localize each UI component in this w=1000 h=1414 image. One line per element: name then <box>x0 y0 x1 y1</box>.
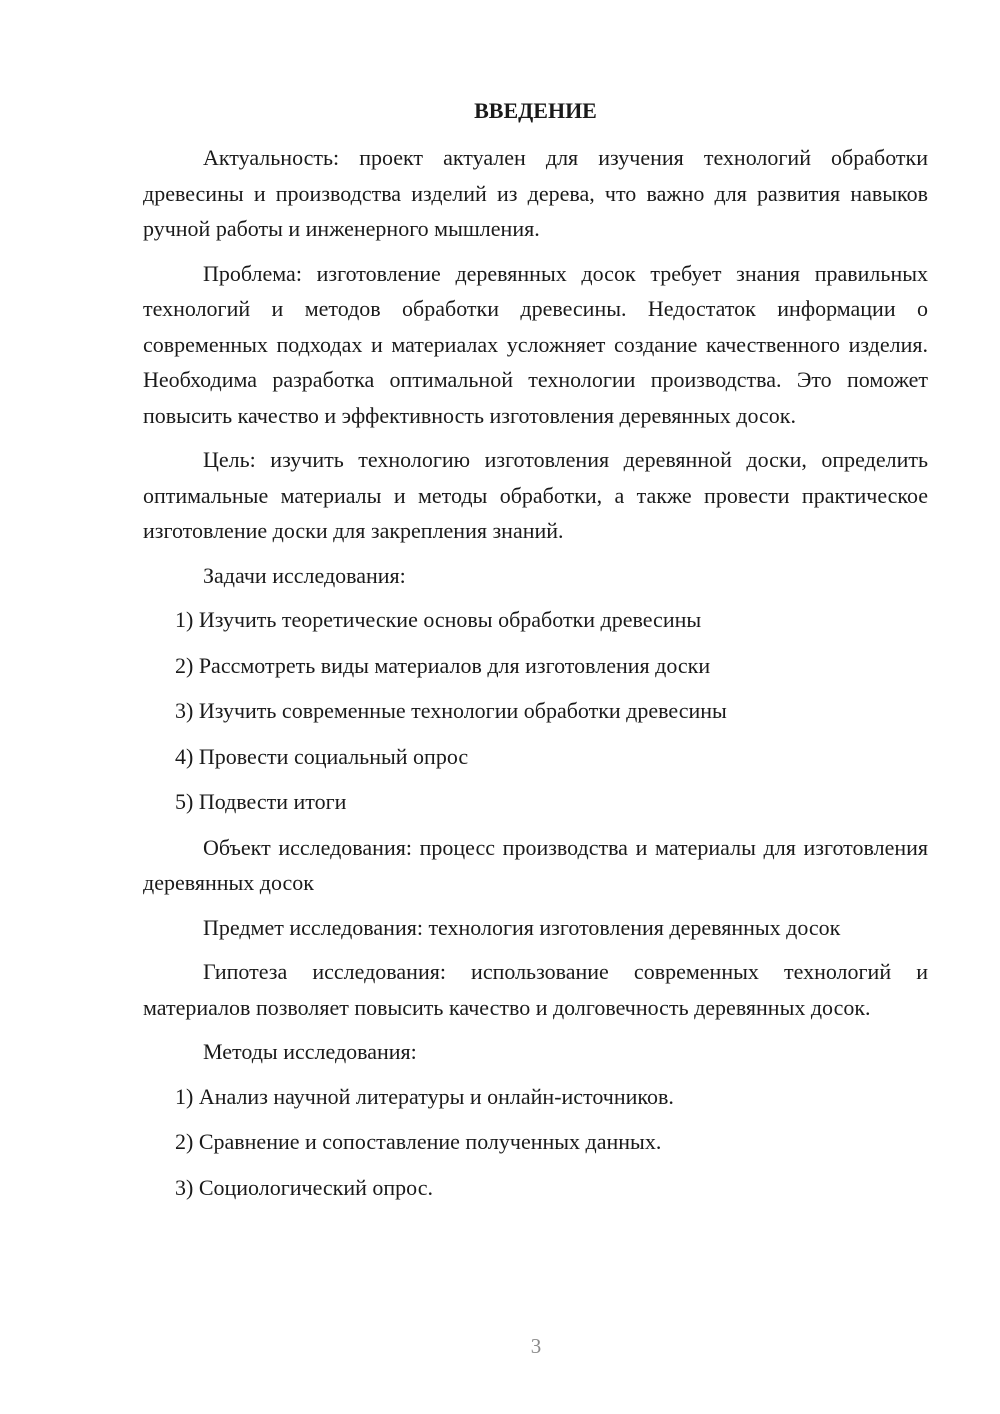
page-content <box>143 92 928 1215</box>
hypothesis-paragraph: Гипотеза исследования: использование современных технологий и материалов позволяет повысить качество и долговечность деревянных досок. <box>143 959 928 1020</box>
task-item: 1) Изучить теоретические основы обработки древесины <box>175 607 702 632</box>
task-item: 5) Подвести итоги <box>175 789 347 814</box>
task-item: 4) Провести социальный опрос <box>175 743 469 769</box>
page-number: 3 <box>530 1334 542 1358</box>
tasks-list <box>143 602 928 820</box>
task-item: 3) Изучить современные технологии обработки древесины <box>175 698 727 723</box>
method-item: 2) Сравнение и сопоставление полученных данных. <box>175 1129 662 1154</box>
goal-paragraph: Цель: изучить технологию изготовления деревянной доски, определить оптимальные материалы и методы обработки, а также провести практическое изготовление доски для закрепления знаний. <box>143 447 928 543</box>
method-item: 1) Анализ научной литературы и онлайн-источников. <box>175 1083 674 1109</box>
tasks-heading: Задачи исследования: <box>203 562 406 588</box>
methods-list <box>143 1079 928 1206</box>
relevance-paragraph: Актуальность: проект актуален для изучения технологий обработки древесины и производства изделий из дерева, что важно для развития навыков ручной работы и инженерного мышления. <box>143 145 928 241</box>
problem-paragraph: Проблема: изготовление деревянных досок требует знания правильных технологий и методов обработки древесины. Недостаток информации о современных подходах и материалах усложняет создание качественного изделия. Необходима разработка оптимальной технологии производства. Это поможет повысить качество и эффективность изготовления деревянных досок. <box>143 260 928 428</box>
object-paragraph: Объект исследования: процесс производства и материалы для изготовления деревянных досок <box>143 834 928 895</box>
task-item: 2) Рассмотреть виды материалов для изготовления доски <box>175 652 711 678</box>
section-title: ВВЕДЕНИЕ <box>474 98 597 123</box>
method-item: 3) Социологический опрос. <box>175 1174 433 1200</box>
methods-heading: Методы исследования: <box>203 1039 417 1064</box>
subject-paragraph: Предмет исследования: технология изготовления деревянных досок <box>203 914 841 940</box>
